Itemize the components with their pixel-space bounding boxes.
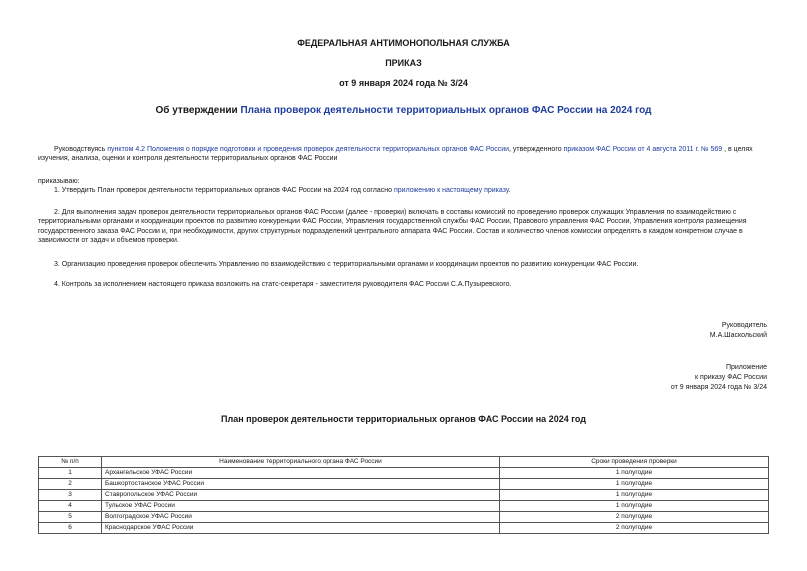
appendix-label: Приложение [725, 364, 767, 371]
row-organ: Ставропольское УФАС России [102, 490, 500, 501]
intro-text: , в целях изучения, анализа, оценки и контроля деятельности территориальных органов ФАС России [38, 146, 753, 163]
intro-text: , утвержденного [509, 146, 564, 153]
signature-name: М.А.Шаскольский [709, 332, 767, 339]
table-row [39, 490, 769, 501]
row-term: 1 полугодие [500, 490, 769, 501]
order-569-link[interactable]: приказом ФАС России от 4 августа 2011 г. № 569 [563, 146, 723, 153]
order-item-2: 2. Для выполнения задач проверок деятельности территориальных органов ФАС России (далее - проверки) включать в составы комиссий по проведению проверок служащих Управления по взаимодействию с территориальными органами и координации проектов по развитию конкуренции ФАС России, Управления государственной службы ФАС России, Правового управления ФАС России, Управления контроля размещения государственного заказа ФАС России и, при необходимости, других структурных подразделений центрального аппарата ФАС России. Состав и количество членов комиссии определять в каждом конкретном случае в зависимости от задач и объемов проверки. [38, 209, 747, 245]
row-number: 5 [39, 512, 102, 523]
intro-paragraph [38, 145, 768, 164]
doc-title [0, 104, 807, 118]
plan-table [38, 456, 769, 534]
row-organ: Башкортостанское УФАС России [102, 479, 500, 490]
appendix-date: от 9 января 2024 года № 3/24 [670, 384, 767, 391]
agency-name: ФЕДЕРАЛЬНАЯ АНТИМОНОПОЛЬНАЯ СЛУЖБА [297, 38, 510, 48]
table-header-row [39, 457, 769, 468]
doc-type: ПРИКАЗ [385, 58, 422, 68]
row-term: 1 полугодие [500, 468, 769, 479]
column-header-organ: Наименование территориального органа ФАС России [102, 457, 500, 468]
table-row [39, 468, 769, 479]
row-term: 2 полугодие [500, 512, 769, 523]
order-item-text: . [508, 187, 511, 194]
row-term: 1 полугодие [500, 501, 769, 512]
appendix-reference: к приказу ФАС России [695, 374, 767, 381]
plan-link[interactable]: Плана проверок деятельности территориальных органов ФАС России на 2024 год [240, 105, 652, 116]
order-item-text: 1. Утвердить План проверок деятельности территориальных органов ФАС России на 2024 год согласно [54, 187, 394, 194]
signature-role: Руководитель [721, 322, 767, 329]
table-row [39, 479, 769, 490]
row-number: 3 [39, 490, 102, 501]
row-number: 6 [39, 523, 102, 534]
order-item-3: 3. Организацию проведения проверок обеспечить Управлению по взаимодействию с территориальными органами и координации проектов по развитию конкуренции ФАС России. [54, 261, 639, 268]
appendix-link[interactable]: приложению к настоящему приказу [393, 187, 509, 194]
orders-word: приказываю: [38, 178, 80, 185]
row-term: 1 полугодие [500, 479, 769, 490]
row-number: 2 [39, 479, 102, 490]
column-header-number: № п/п [39, 457, 102, 468]
row-organ: Тульское УФАС России [102, 501, 500, 512]
table-row [39, 512, 769, 523]
row-number: 1 [39, 468, 102, 479]
table-row [39, 523, 769, 534]
order-item-4: 4. Контроль за исполнением настоящего приказа возложить на статс-секретаря - заместителя руководителя ФАС России С.А.Пузыревского. [54, 281, 512, 288]
row-organ: Краснодарское УФАС России [102, 523, 500, 534]
doc-date-number: от 9 января 2024 года № 3/24 [339, 78, 468, 88]
table-row [39, 501, 769, 512]
regulation-link[interactable]: пунктом 4.2 Положения о порядке подготовки и проведения проверок деятельности территориальных органов ФАС России [107, 146, 510, 153]
intro-text: Руководствуясь [54, 146, 108, 153]
row-organ: Волгоградское УФАС России [102, 512, 500, 523]
row-number: 4 [39, 501, 102, 512]
column-header-term: Сроки проведения проверки [500, 457, 769, 468]
row-organ: Архангельское УФАС России [102, 468, 500, 479]
plan-title: План проверок деятельности территориальных органов ФАС России на 2024 год [221, 414, 586, 424]
row-term: 2 полугодие [500, 523, 769, 534]
doc-title-prefix: Об утверждении [155, 105, 241, 116]
order-item-1 [38, 186, 768, 195]
